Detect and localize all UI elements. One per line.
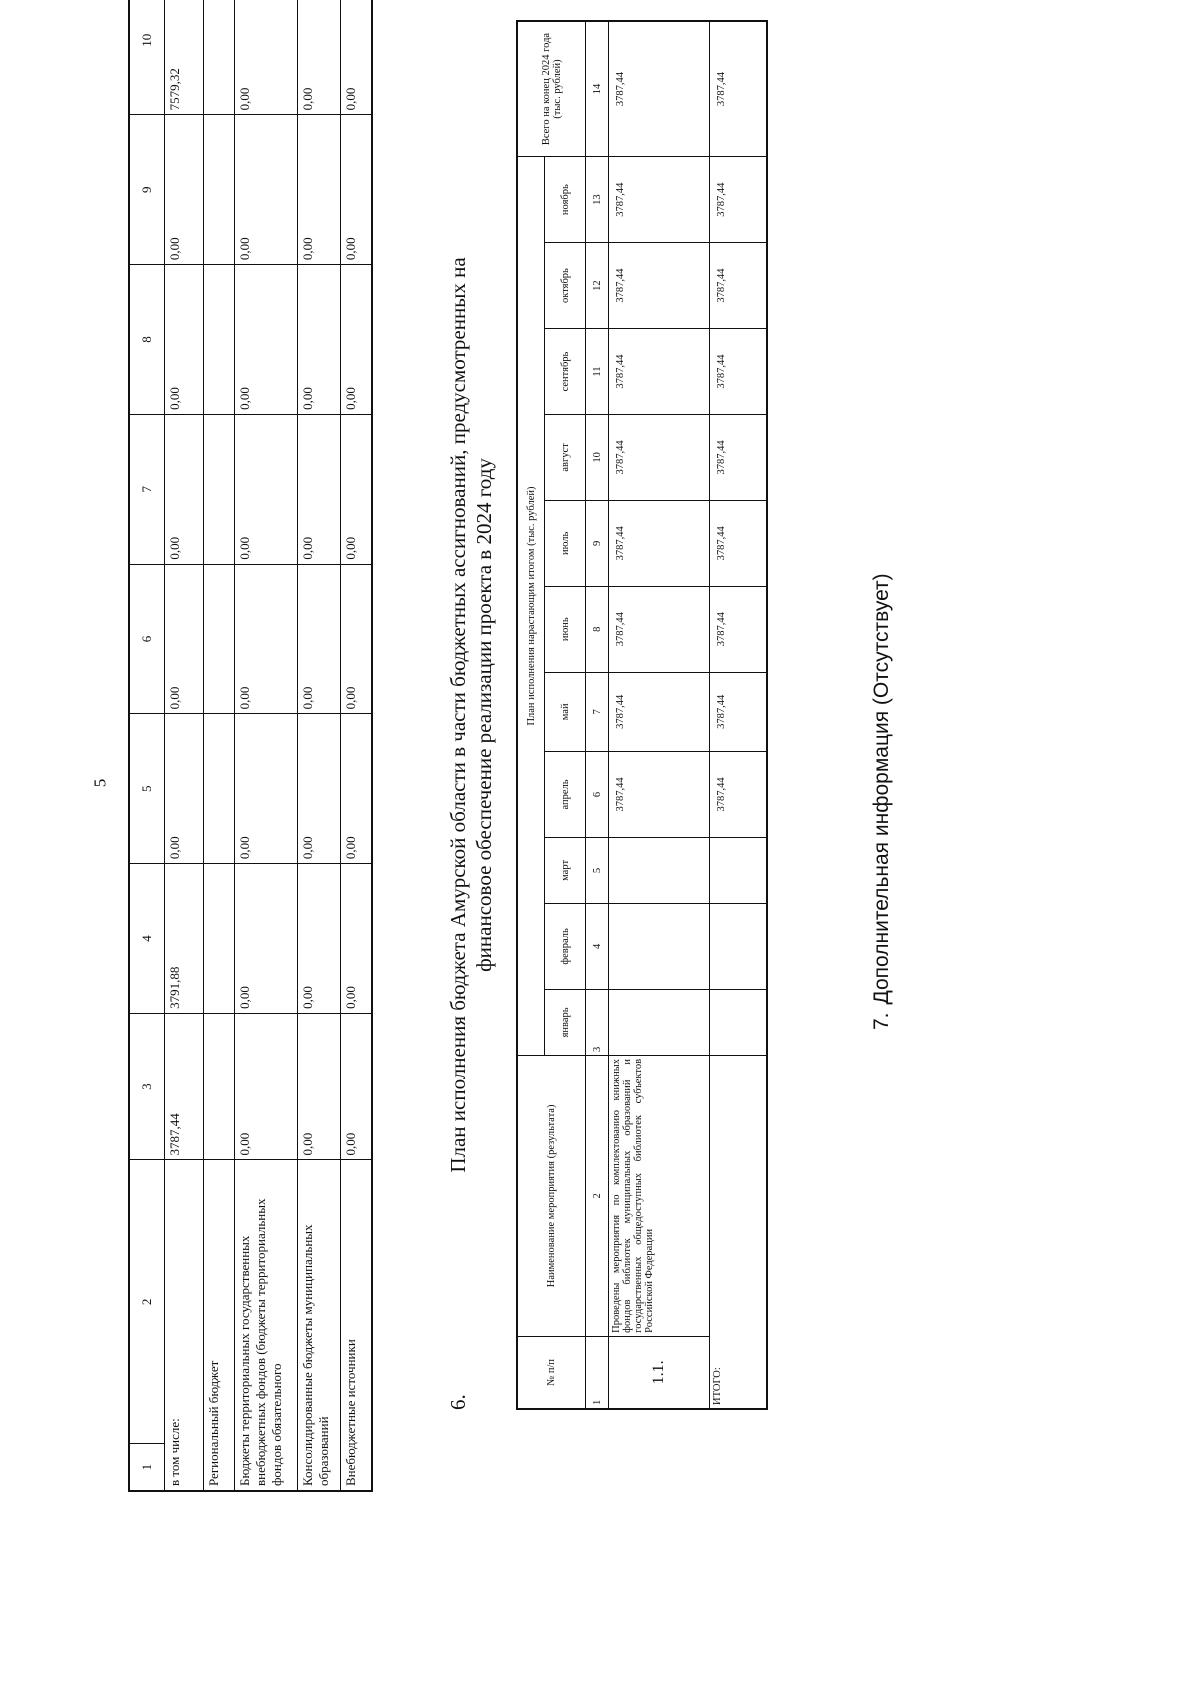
month-header: апрель xyxy=(545,751,586,837)
plan-header: План исполнения нарастающим итогом (тыс. рублей) xyxy=(517,157,545,1056)
total-cell: 3787,44 xyxy=(609,21,710,157)
value-cell: 0,00 xyxy=(235,564,298,714)
total-cell: 3787,44 xyxy=(710,21,768,157)
row-label: Бюджеты территориальных государственных внебюджетных фондов (бюджеты территориальных фондов обязательного xyxy=(235,1160,298,1491)
value-cell: 0,00 xyxy=(165,414,204,564)
index-cell: 6 xyxy=(586,751,609,837)
table-row xyxy=(235,0,298,1491)
month-header: сентябрь xyxy=(545,329,586,415)
value-cell xyxy=(710,837,768,903)
value-cell: 0,00 xyxy=(341,0,373,115)
row-name: Проведены мероприятия по комплектованию книжных фондов библиотек муниципальных образований и государственных общедоступных библиотек субъектов Российской Федерации xyxy=(609,1055,710,1336)
section-6-heading xyxy=(445,20,497,1410)
row-number: 1.1. xyxy=(609,1336,710,1409)
value-cell: 3787,44 xyxy=(165,1013,204,1160)
section-6-title-line-1: План исполнения бюджета Амурской области в части бюджетных ассигнований, предусмотренных на xyxy=(446,257,470,1173)
table1-header-row xyxy=(129,0,165,1491)
table1-header-cell: 4 xyxy=(129,864,165,1014)
table-row xyxy=(609,21,710,1409)
table1-header-cell: 9 xyxy=(129,115,165,265)
value-cell: 0,00 xyxy=(298,265,341,415)
table-row xyxy=(341,0,373,1491)
month-header: февраль xyxy=(545,903,586,989)
col-num-header: № п/п xyxy=(517,1336,586,1409)
total-row xyxy=(710,21,768,1409)
col-name-header: Наименование мероприятия (результата) xyxy=(517,1055,586,1336)
index-row xyxy=(586,21,609,1409)
section-6-title-line-2: финансовое обеспечение реализации проекта в 2024 году xyxy=(472,458,496,972)
value-cell: 3791,88 xyxy=(165,864,204,1014)
value-cell xyxy=(204,564,235,714)
month-header: август xyxy=(545,414,586,500)
value-cell: 0,00 xyxy=(235,1013,298,1160)
index-cell: 12 xyxy=(586,243,609,329)
budget-sources-table xyxy=(128,0,373,1492)
table-row xyxy=(298,0,341,1491)
value-cell: 0,00 xyxy=(341,115,373,265)
index-cell: 8 xyxy=(586,586,609,672)
value-cell xyxy=(204,0,235,115)
value-cell: 0,00 xyxy=(165,564,204,714)
value-cell: 0,00 xyxy=(298,414,341,564)
table1-header-cell: 8 xyxy=(129,265,165,415)
value-cell: 0,00 xyxy=(165,265,204,415)
value-cell xyxy=(609,837,710,903)
section-7-title: Дополнительная информация (Отсутствует) xyxy=(870,573,893,1005)
value-cell xyxy=(710,989,768,1055)
value-cell: 7579,32 xyxy=(165,0,204,115)
value-cell xyxy=(204,414,235,564)
value-cell: 0,00 xyxy=(235,864,298,1014)
value-cell: 0,00 xyxy=(341,414,373,564)
value-cell: 0,00 xyxy=(341,714,373,864)
value-cell xyxy=(204,864,235,1014)
budget-execution-plan-table xyxy=(516,20,768,1410)
value-cell xyxy=(609,903,710,989)
row-label: в том числе: xyxy=(165,1160,204,1491)
value-cell: 0,00 xyxy=(341,864,373,1014)
value-cell: 0,00 xyxy=(235,414,298,564)
value-cell xyxy=(204,1013,235,1160)
table1-header-cell: 6 xyxy=(129,564,165,714)
value-cell: 0,00 xyxy=(235,265,298,415)
table1-header-cell: 7 xyxy=(129,414,165,564)
month-header: май xyxy=(545,672,586,751)
section-7-number: 7. xyxy=(870,1012,893,1030)
value-cell: 0,00 xyxy=(298,564,341,714)
value-cell xyxy=(710,903,768,989)
month-header: июнь xyxy=(545,586,586,672)
value-cell: 3787,44 xyxy=(609,329,710,415)
index-cell: 3 xyxy=(586,989,609,1055)
value-cell xyxy=(204,714,235,864)
value-cell: 3787,44 xyxy=(710,500,768,586)
value-cell: 0,00 xyxy=(235,714,298,864)
month-header: март xyxy=(545,837,586,903)
value-cell: 3787,44 xyxy=(710,751,768,837)
month-header: октябрь xyxy=(545,243,586,329)
value-cell: 0,00 xyxy=(298,864,341,1014)
table1-header-cell: 5 xyxy=(129,714,165,864)
value-cell: 0,00 xyxy=(298,115,341,265)
value-cell: 0,00 xyxy=(341,1013,373,1160)
table-row xyxy=(204,0,235,1491)
table1-header-cell: 10 xyxy=(129,0,165,115)
value-cell: 3787,44 xyxy=(609,157,710,243)
value-cell: 3787,44 xyxy=(609,500,710,586)
value-cell: 3787,44 xyxy=(710,243,768,329)
total-header: Всего на конец 2024 года (тыс. рублей) xyxy=(517,21,586,157)
value-cell: 3787,44 xyxy=(609,751,710,837)
value-cell xyxy=(204,265,235,415)
value-cell: 3787,44 xyxy=(609,672,710,751)
value-cell xyxy=(204,115,235,265)
index-cell: 10 xyxy=(586,414,609,500)
value-cell: 3787,44 xyxy=(710,329,768,415)
value-cell: 0,00 xyxy=(298,1013,341,1160)
value-cell: 3787,44 xyxy=(710,586,768,672)
table1-header-cell: 1 xyxy=(129,1444,165,1491)
month-header: январь xyxy=(545,989,586,1055)
section-6-number: 6. xyxy=(446,1394,470,1410)
page-number: 5 xyxy=(90,778,110,788)
row-label: Внебюджетные источники xyxy=(341,1160,373,1491)
value-cell: 0,00 xyxy=(298,0,341,115)
value-cell: 0,00 xyxy=(235,0,298,115)
table2-header-row xyxy=(517,21,545,1409)
value-cell: 0,00 xyxy=(341,265,373,415)
index-cell: 14 xyxy=(586,21,609,157)
index-cell: 13 xyxy=(586,157,609,243)
index-cell: 2 xyxy=(586,1055,609,1336)
value-cell: 0,00 xyxy=(165,714,204,864)
value-cell: 3787,44 xyxy=(710,157,768,243)
value-cell: 3787,44 xyxy=(609,586,710,672)
value-cell: 0,00 xyxy=(235,115,298,265)
value-cell: 0,00 xyxy=(341,564,373,714)
section-7-heading xyxy=(870,565,894,1030)
value-cell: 0,00 xyxy=(165,115,204,265)
table-row xyxy=(165,0,204,1491)
index-cell: 7 xyxy=(586,672,609,751)
value-cell: 3787,44 xyxy=(710,414,768,500)
index-cell: 1 xyxy=(586,1336,609,1409)
month-header: июль xyxy=(545,500,586,586)
index-cell: 11 xyxy=(586,329,609,415)
index-cell: 4 xyxy=(586,903,609,989)
value-cell: 3787,44 xyxy=(609,414,710,500)
month-header: ноябрь xyxy=(545,157,586,243)
value-cell xyxy=(609,989,710,1055)
value-cell: 3787,44 xyxy=(710,672,768,751)
value-cell: 3787,44 xyxy=(609,243,710,329)
row-label: Консолидированные бюджеты муниципальных образований xyxy=(298,1160,341,1491)
value-cell: 0,00 xyxy=(298,714,341,864)
index-cell: 5 xyxy=(586,837,609,903)
total-label: ИТОГО: xyxy=(710,1055,768,1409)
index-cell: 9 xyxy=(586,500,609,586)
row-label: Региональный бюджет xyxy=(204,1160,235,1491)
table1-header-cell: 2 xyxy=(129,1160,165,1444)
table1-header-cell: 3 xyxy=(129,1013,165,1160)
